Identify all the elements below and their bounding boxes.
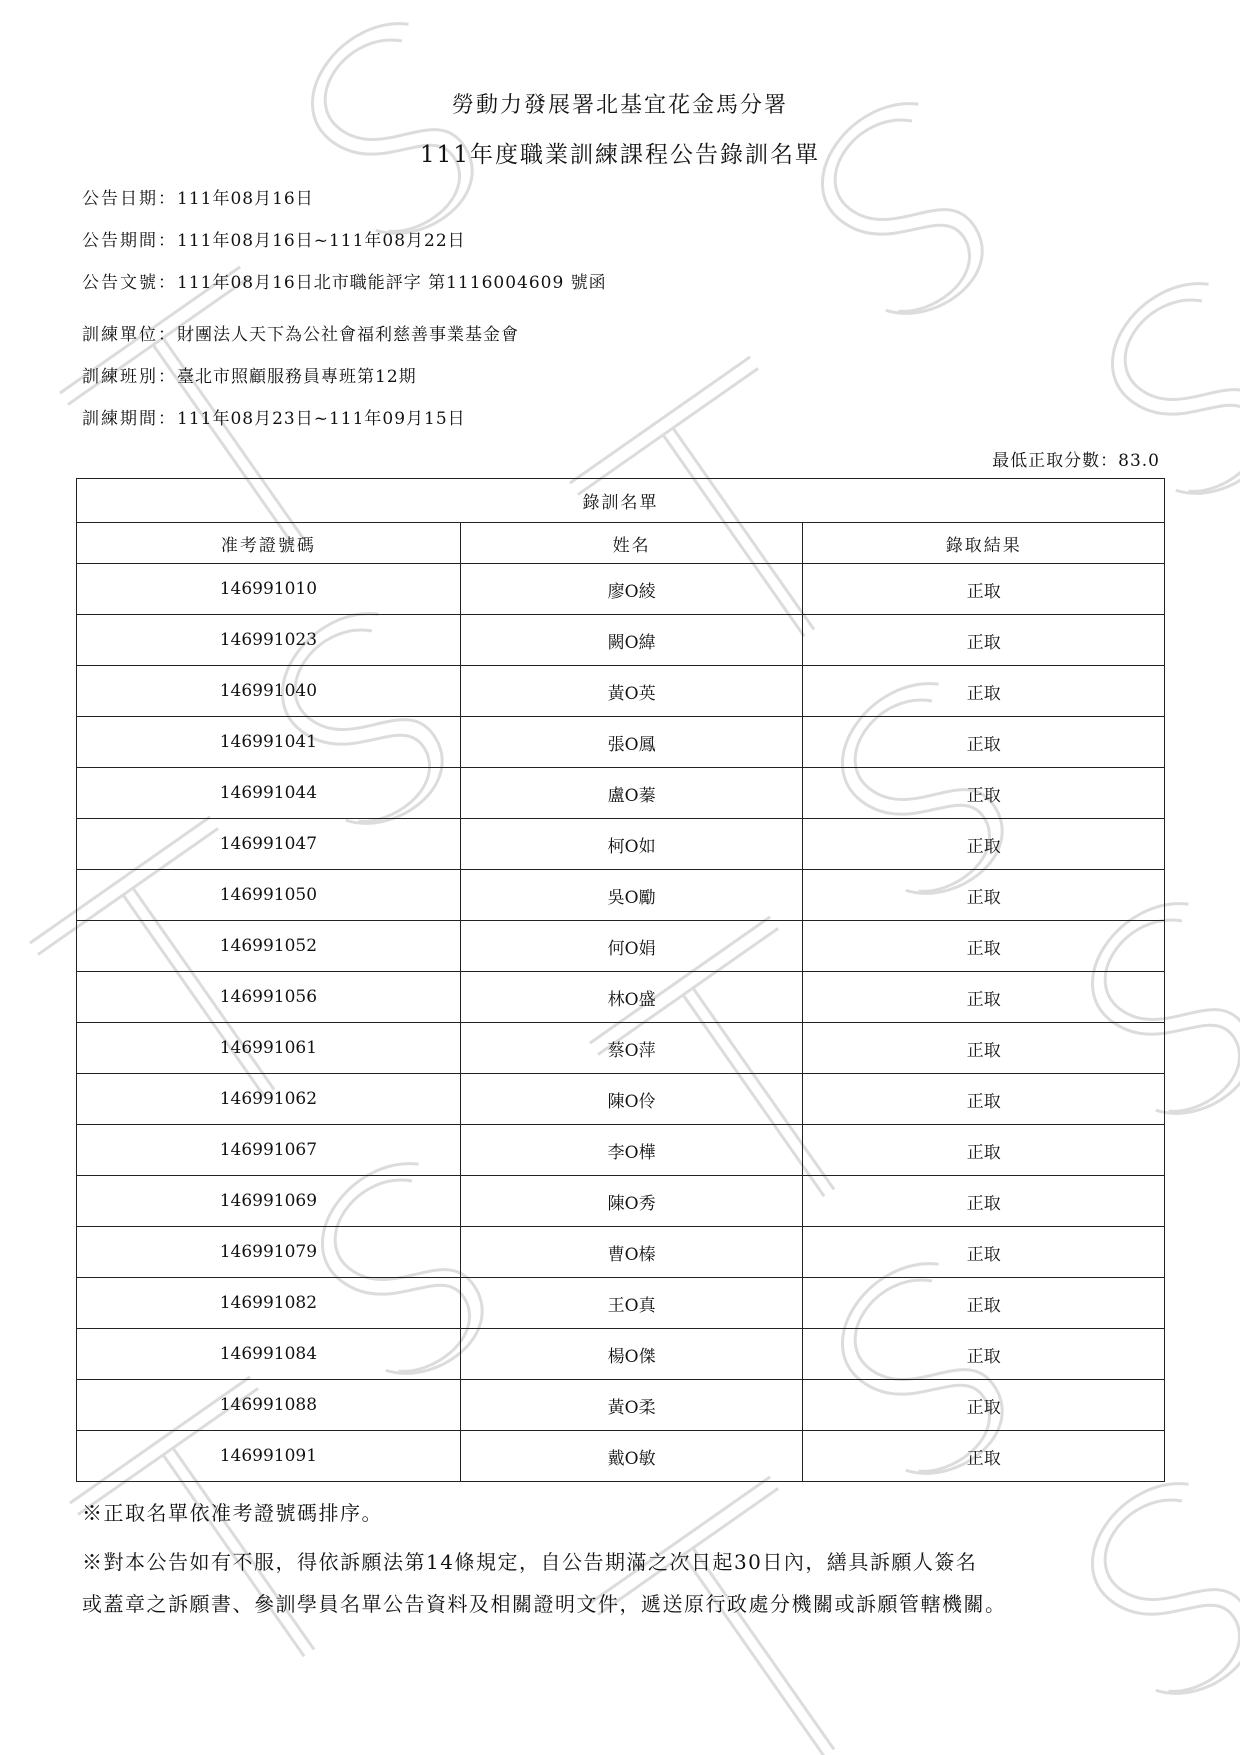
exam-id-cell: 146991079 — [77, 1227, 461, 1278]
result-cell: 正取 — [803, 564, 1165, 615]
exam-id-cell: 146991082 — [77, 1278, 461, 1329]
name-cell: 李O樺 — [460, 1125, 803, 1176]
appeal-note-line2: 或蓋章之訴願書、參訓學員名單公告資料及相關證明文件，遞送原行政處分機關或訴願管轄機關。 — [82, 1592, 1007, 1616]
table-caption: 錄訓名單 — [77, 479, 1165, 523]
training-class-value: 臺北市照顧服務員專班第12期 — [177, 367, 417, 387]
result-cell: 正取 — [803, 1176, 1165, 1227]
table-row — [77, 870, 1165, 921]
exam-id-cell: 146991084 — [77, 1329, 461, 1380]
table-row — [77, 972, 1165, 1023]
table-header-row — [77, 523, 1165, 564]
training-unit-value: 財團法人天下為公社會福利慈善事業基金會 — [177, 325, 519, 345]
column-header-name: 姓名 — [460, 523, 803, 564]
exam-id-cell: 146991091 — [77, 1431, 461, 1482]
table-row — [77, 1023, 1165, 1074]
exam-id-cell: 146991044 — [77, 768, 461, 819]
result-cell: 正取 — [803, 1278, 1165, 1329]
table-row — [77, 768, 1165, 819]
announce-period-value: 111年08月16日~111年08月22日 — [177, 231, 466, 251]
name-cell: 柯O如 — [460, 819, 803, 870]
result-cell: 正取 — [803, 717, 1165, 768]
table-row — [77, 1125, 1165, 1176]
min-score-label: 最低正取分數： — [992, 451, 1119, 471]
table-row — [77, 717, 1165, 768]
training-class — [82, 362, 417, 387]
result-cell: 正取 — [803, 921, 1165, 972]
name-cell: 何O娟 — [460, 921, 803, 972]
table-caption-row — [77, 479, 1165, 523]
table-body — [77, 564, 1165, 1482]
result-cell: 正取 — [803, 1227, 1165, 1278]
table-row — [77, 615, 1165, 666]
announce-date-value: 111年08月16日 — [177, 189, 314, 209]
name-cell: 戴O敏 — [460, 1431, 803, 1482]
name-cell: 曹O榛 — [460, 1227, 803, 1278]
result-cell: 正取 — [803, 972, 1165, 1023]
exam-id-cell: 146991010 — [77, 564, 461, 615]
name-cell: 黃O柔 — [460, 1380, 803, 1431]
exam-id-cell: 146991069 — [77, 1176, 461, 1227]
table-row — [77, 1176, 1165, 1227]
exam-id-cell: 146991062 — [77, 1074, 461, 1125]
result-cell: 正取 — [803, 1023, 1165, 1074]
name-cell: 盧O蓁 — [460, 768, 803, 819]
exam-id-cell: 146991067 — [77, 1125, 461, 1176]
appeal-note-line1: ※對本公告如有不服，得依訴願法第14條規定，自公告期滿之次日起30日內，繕具訴願人簽名 — [82, 1550, 978, 1574]
sort-note: ※正取名單依准考證號碼排序。 — [82, 1501, 383, 1525]
announce-date — [82, 184, 314, 209]
exam-id-cell: 146991047 — [77, 819, 461, 870]
agency-title: 勞動力發展署北基宜花金馬分署 — [451, 93, 788, 118]
doc-number-label: 公告文號： — [82, 273, 177, 293]
name-cell: 林O盛 — [460, 972, 803, 1023]
doc-number — [82, 268, 607, 293]
table-row — [77, 1380, 1165, 1431]
name-cell: 廖O綾 — [460, 564, 803, 615]
exam-id-cell: 146991056 — [77, 972, 461, 1023]
training-unit-label: 訓練單位： — [82, 325, 177, 345]
exam-id-cell: 146991052 — [77, 921, 461, 972]
column-header-exam-id: 准考證號碼 — [77, 523, 461, 564]
exam-id-cell: 146991040 — [77, 666, 461, 717]
training-period-value: 111年08月23日~111年09月15日 — [177, 409, 466, 429]
table-row — [77, 1431, 1165, 1482]
min-score — [992, 446, 1160, 471]
admission-table — [76, 478, 1165, 1482]
table-row — [77, 1278, 1165, 1329]
document-title: 111年度職業訓練課程公告錄訓名單 — [420, 142, 820, 168]
table-row — [77, 921, 1165, 972]
announce-date-label: 公告日期： — [82, 189, 177, 209]
result-cell: 正取 — [803, 1329, 1165, 1380]
doc-number-value: 111年08月16日北市職能評字 第1116004609 號函 — [177, 273, 607, 293]
result-cell: 正取 — [803, 870, 1165, 921]
result-cell: 正取 — [803, 768, 1165, 819]
result-cell: 正取 — [803, 819, 1165, 870]
result-cell: 正取 — [803, 615, 1165, 666]
name-cell: 黃O英 — [460, 666, 803, 717]
table-row — [77, 564, 1165, 615]
name-cell: 楊O傑 — [460, 1329, 803, 1380]
exam-id-cell: 146991061 — [77, 1023, 461, 1074]
name-cell: 吳O勵 — [460, 870, 803, 921]
exam-id-cell: 146991023 — [77, 615, 461, 666]
exam-id-cell: 146991041 — [77, 717, 461, 768]
training-unit — [82, 320, 519, 345]
table-row — [77, 666, 1165, 717]
name-cell: 闕O緯 — [460, 615, 803, 666]
exam-id-cell: 146991050 — [77, 870, 461, 921]
result-cell: 正取 — [803, 1431, 1165, 1482]
training-period-label: 訓練期間： — [82, 409, 177, 429]
min-score-value: 83.0 — [1118, 451, 1160, 471]
training-class-label: 訓練班別： — [82, 367, 177, 387]
name-cell: 王O真 — [460, 1278, 803, 1329]
column-header-result: 錄取結果 — [803, 523, 1165, 564]
name-cell: 陳O秀 — [460, 1176, 803, 1227]
table-row — [77, 819, 1165, 870]
table-row — [77, 1329, 1165, 1380]
exam-id-cell: 146991088 — [77, 1380, 461, 1431]
name-cell: 蔡O萍 — [460, 1023, 803, 1074]
result-cell: 正取 — [803, 1380, 1165, 1431]
training-period — [82, 404, 466, 429]
name-cell: 張O鳳 — [460, 717, 803, 768]
result-cell: 正取 — [803, 1125, 1165, 1176]
table-row — [77, 1227, 1165, 1278]
result-cell: 正取 — [803, 1074, 1165, 1125]
announce-period-label: 公告期間： — [82, 231, 177, 251]
table-row — [77, 1074, 1165, 1125]
announce-period — [82, 226, 466, 251]
result-cell: 正取 — [803, 666, 1165, 717]
name-cell: 陳O伶 — [460, 1074, 803, 1125]
